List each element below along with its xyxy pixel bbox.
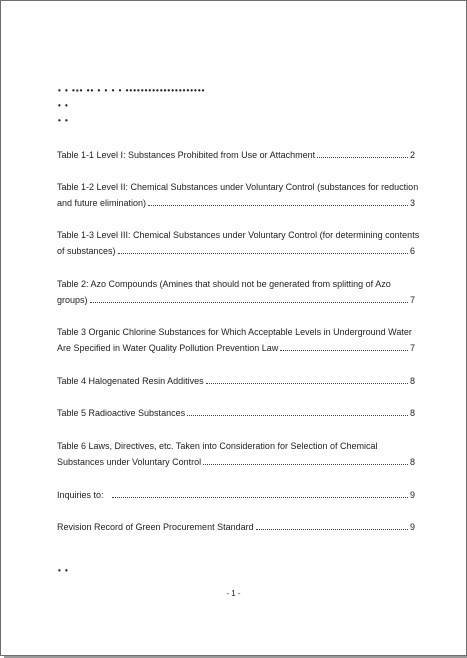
toc-page-number: 2	[409, 150, 415, 160]
dot-leader	[187, 415, 408, 416]
dot-leader	[90, 302, 408, 303]
toc-entry-table-1-3[interactable]	[57, 227, 420, 259]
toc-entry-table-6[interactable]	[57, 438, 415, 470]
toc-page-number: 8	[409, 457, 415, 467]
toc-entry-text: and future elimination)	[57, 198, 147, 208]
toc-entry-revision-record[interactable]	[57, 519, 415, 535]
dot-leader	[317, 157, 408, 158]
dot-leader	[118, 253, 408, 254]
dot-leader	[112, 497, 408, 498]
toc-page-number: 3	[409, 198, 415, 208]
dot-leader	[148, 205, 408, 206]
toc-entry-text: groups)	[57, 295, 88, 305]
toc-entry-text: Substances under Voluntary Control	[57, 457, 202, 467]
toc-entry-text: Table 1-2 Level II: Chemical Substances under Voluntary Control (substances for reduction	[57, 182, 419, 192]
toc-entry-text: Are Specified in Water Quality Pollution Prevention Law	[57, 343, 279, 353]
header-marks-line-2: • •	[58, 101, 69, 110]
toc-entry-table-3[interactable]	[57, 324, 415, 356]
toc-page-number: 8	[409, 376, 415, 386]
toc-entry-text: Table 5 Radioactive Substances	[57, 408, 186, 418]
dot-leader	[206, 383, 408, 384]
toc-entry-inquiries[interactable]	[57, 487, 415, 503]
toc-page-number: 8	[409, 408, 415, 418]
header-marks-line-3: • •	[58, 116, 69, 125]
dot-leader	[256, 529, 408, 530]
toc-page-number: 6	[409, 246, 415, 256]
dot-leader	[203, 464, 408, 465]
toc-entry-table-1-1[interactable]	[57, 147, 415, 163]
page-number: - 1 -	[226, 589, 241, 598]
toc-entry-text: Table 1-1 Level I: Substances Prohibited from Use or Attachment	[57, 150, 316, 160]
toc-entry-table-4[interactable]	[57, 373, 415, 389]
header-marks-line-1: • • •▪• •• • • • • •••••••••••••••••••••	[58, 86, 206, 95]
toc-entry-text: Table 6 Laws, Directives, etc. Taken into Consideration for Selection of Chemical	[57, 441, 378, 451]
toc-entry-table-2[interactable]	[57, 276, 415, 308]
toc-page-number: 7	[409, 343, 415, 353]
toc-page-number: 9	[409, 490, 415, 500]
toc-entry-text: Table 2: Azo Compounds (Amines that should not be generated from splitting of Azo	[57, 279, 391, 289]
toc-entry-table-1-2[interactable]	[57, 179, 419, 211]
toc-entry-text: Table 1-3 Level III: Chemical Substances under Voluntary Control (for determining contents	[57, 230, 420, 240]
toc-entry-text: Revision Record of Green Procurement Standard	[57, 522, 254, 532]
toc-entry-text: Inquiries to:	[57, 490, 104, 500]
toc-entry-text: of substances)	[57, 246, 116, 256]
toc-page-number: 9	[409, 522, 415, 532]
toc-entry-table-5[interactable]	[57, 405, 415, 421]
toc-page-number: 7	[409, 295, 415, 305]
footer-marks: • •	[58, 566, 69, 575]
toc-entry-text: Table 4 Halogenated Resin Additives	[57, 376, 204, 386]
toc-entry-text: Table 3 Organic Chlorine Substances for Which Acceptable Levels in Underground Water	[57, 327, 412, 337]
dot-leader	[280, 350, 408, 351]
